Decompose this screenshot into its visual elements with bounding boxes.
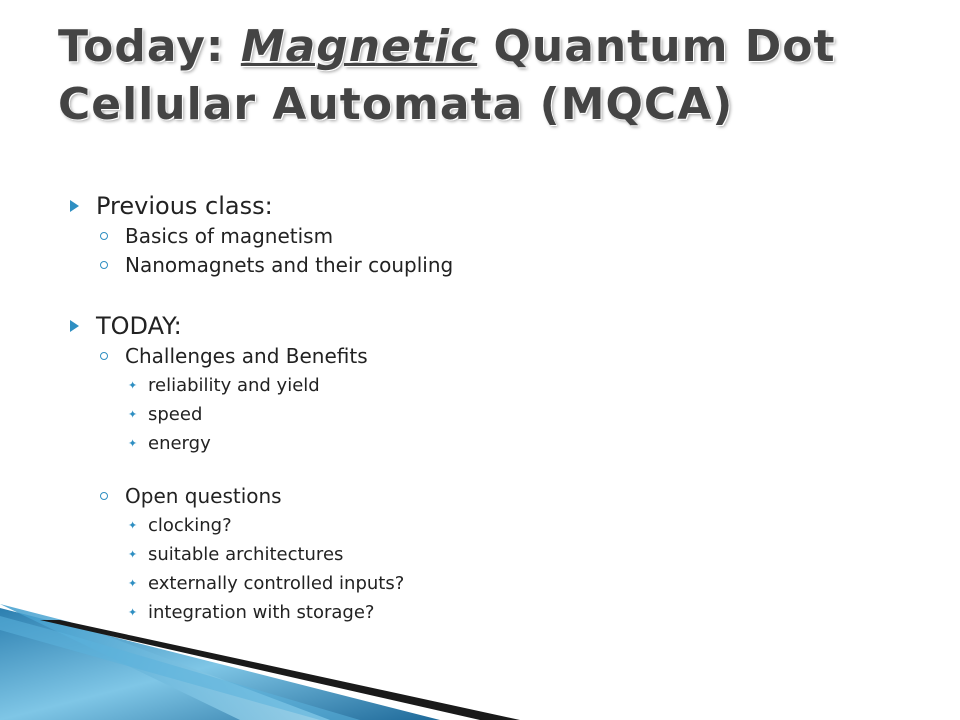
star-bullet-icon: ✦ (128, 606, 138, 619)
star-bullet-icon: ✦ (128, 577, 138, 590)
title-prefix: Today: (58, 21, 241, 72)
star-bullet-icon: ✦ (128, 379, 138, 392)
arrow-right-icon (70, 200, 79, 212)
corner-decoration (0, 560, 960, 720)
sub-list-item (70, 400, 890, 429)
title-line-1 (58, 18, 938, 76)
list-item (70, 251, 890, 280)
sub-list-item-label: speed (148, 404, 203, 425)
section-heading-label: TODAY: (96, 312, 182, 340)
list-item-label: Challenges and Benefits (125, 344, 368, 368)
title-line-2: Cellular Automata (MQCA) (58, 79, 734, 130)
star-bullet-icon: ✦ (128, 548, 138, 561)
title-suffix: Quantum Dot (477, 21, 836, 72)
list-item (70, 342, 890, 371)
sub-list-item-label: energy (148, 433, 211, 454)
circle-bullet-icon (100, 492, 108, 500)
circle-bullet-icon (100, 232, 108, 240)
sub-list-item-label: suitable architectures (148, 544, 344, 565)
sub-list-item (70, 511, 890, 540)
list-item-label: Open questions (125, 484, 282, 508)
star-bullet-icon: ✦ (128, 408, 138, 421)
sub-list-item-label: externally controlled inputs? (148, 573, 405, 594)
sub-list-item-label: integration with storage? (148, 602, 375, 623)
title-emphasis: Magnetic (240, 21, 478, 72)
sub-list-item (70, 429, 890, 458)
list-item (70, 222, 890, 251)
list-item (70, 482, 890, 511)
section-heading-today (70, 310, 890, 342)
star-bullet-icon: ✦ (128, 437, 138, 450)
section-heading-label: Previous class: (96, 192, 273, 220)
list-item-label: Basics of magnetism (125, 224, 334, 248)
circle-bullet-icon (100, 352, 108, 360)
arrow-right-icon (70, 320, 79, 332)
section-heading-previous (70, 190, 890, 222)
sub-list-item (70, 371, 890, 400)
sub-list-item-label: clocking? (148, 515, 232, 536)
star-bullet-icon: ✦ (128, 519, 138, 532)
circle-bullet-icon (100, 261, 108, 269)
list-item-label: Nanomagnets and their coupling (125, 253, 454, 277)
sub-list-item-label: reliability and yield (148, 375, 320, 396)
slide-title (58, 18, 938, 134)
